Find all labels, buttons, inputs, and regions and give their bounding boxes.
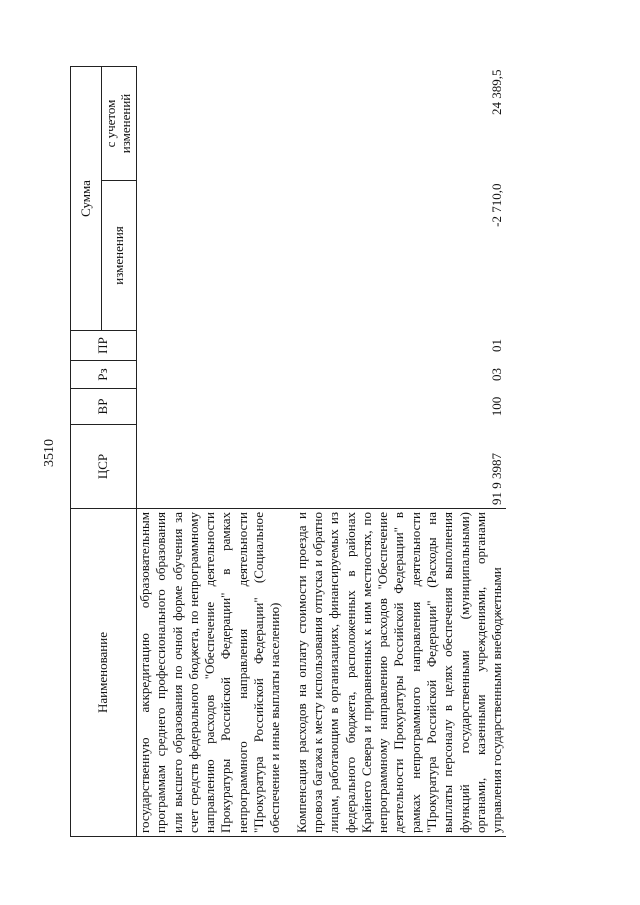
row-vr: 100 bbox=[489, 396, 505, 417]
header-change: изменения bbox=[102, 181, 137, 331]
header-csr: ЦСР bbox=[71, 425, 137, 509]
header-sum: Сумма bbox=[71, 67, 102, 331]
header-name: Наименование bbox=[71, 509, 137, 837]
header-row-top bbox=[71, 67, 102, 837]
row-name: государственную аккредитацию образовательным программам среднего профессионального образования или высшего образования по очной форме обучения за счет средств федерального бюджета, по непрограммному направлению расходов "Обеспечение деятельности Прокуратуры Российской Федерации" в рамках непрограммного направления деятельности "Прокуратура Российской Федерации" (Социальное обеспечение и иные выплаты населению) bbox=[137, 509, 284, 837]
row-name: Компенсация расходов на оплату стоимости проезда и провоза багажа к месту использования отпуска и обратно лицам, работающим в организациях, финансируемых из федерального бюджета, расположенных в районах Крайнего Севера и приравненных к ним местностях, по непрограммному направлению расходов "Обеспечение деятельности Прокуратуры Российской Федерации" в рамках непрограммного направления деятельности "Прокуратура Российской Федерации" (Расходы на выплаты персоналу в целях обеспечения выполнения функций государственными (муниципальными) органами, казенными учреждениями, органами управления государственными внебюджетными bbox=[294, 509, 506, 837]
table-row bbox=[137, 67, 284, 837]
row-pr: 01 bbox=[489, 339, 505, 352]
header-rz: Рз bbox=[71, 361, 137, 389]
budget-table bbox=[70, 66, 506, 837]
row-gap bbox=[284, 67, 294, 837]
row-with-change: 24 389,5 bbox=[489, 69, 505, 115]
row-pr bbox=[137, 331, 284, 361]
row-csr bbox=[137, 425, 284, 509]
row-with-change bbox=[137, 67, 284, 181]
page-number: 3510 bbox=[42, 439, 57, 467]
row-csr: 91 9 3987 bbox=[489, 453, 505, 505]
row-vr bbox=[137, 389, 284, 425]
header-pr: ПР bbox=[71, 331, 137, 361]
row-change: -2 710,0 bbox=[489, 183, 505, 227]
row-change bbox=[137, 181, 284, 331]
row-rz bbox=[137, 361, 284, 389]
table-row bbox=[294, 67, 506, 837]
row-rz: 03 bbox=[489, 368, 505, 381]
header-vr: ВР bbox=[71, 389, 137, 425]
header-with-change: с учетом изменений bbox=[102, 67, 137, 181]
